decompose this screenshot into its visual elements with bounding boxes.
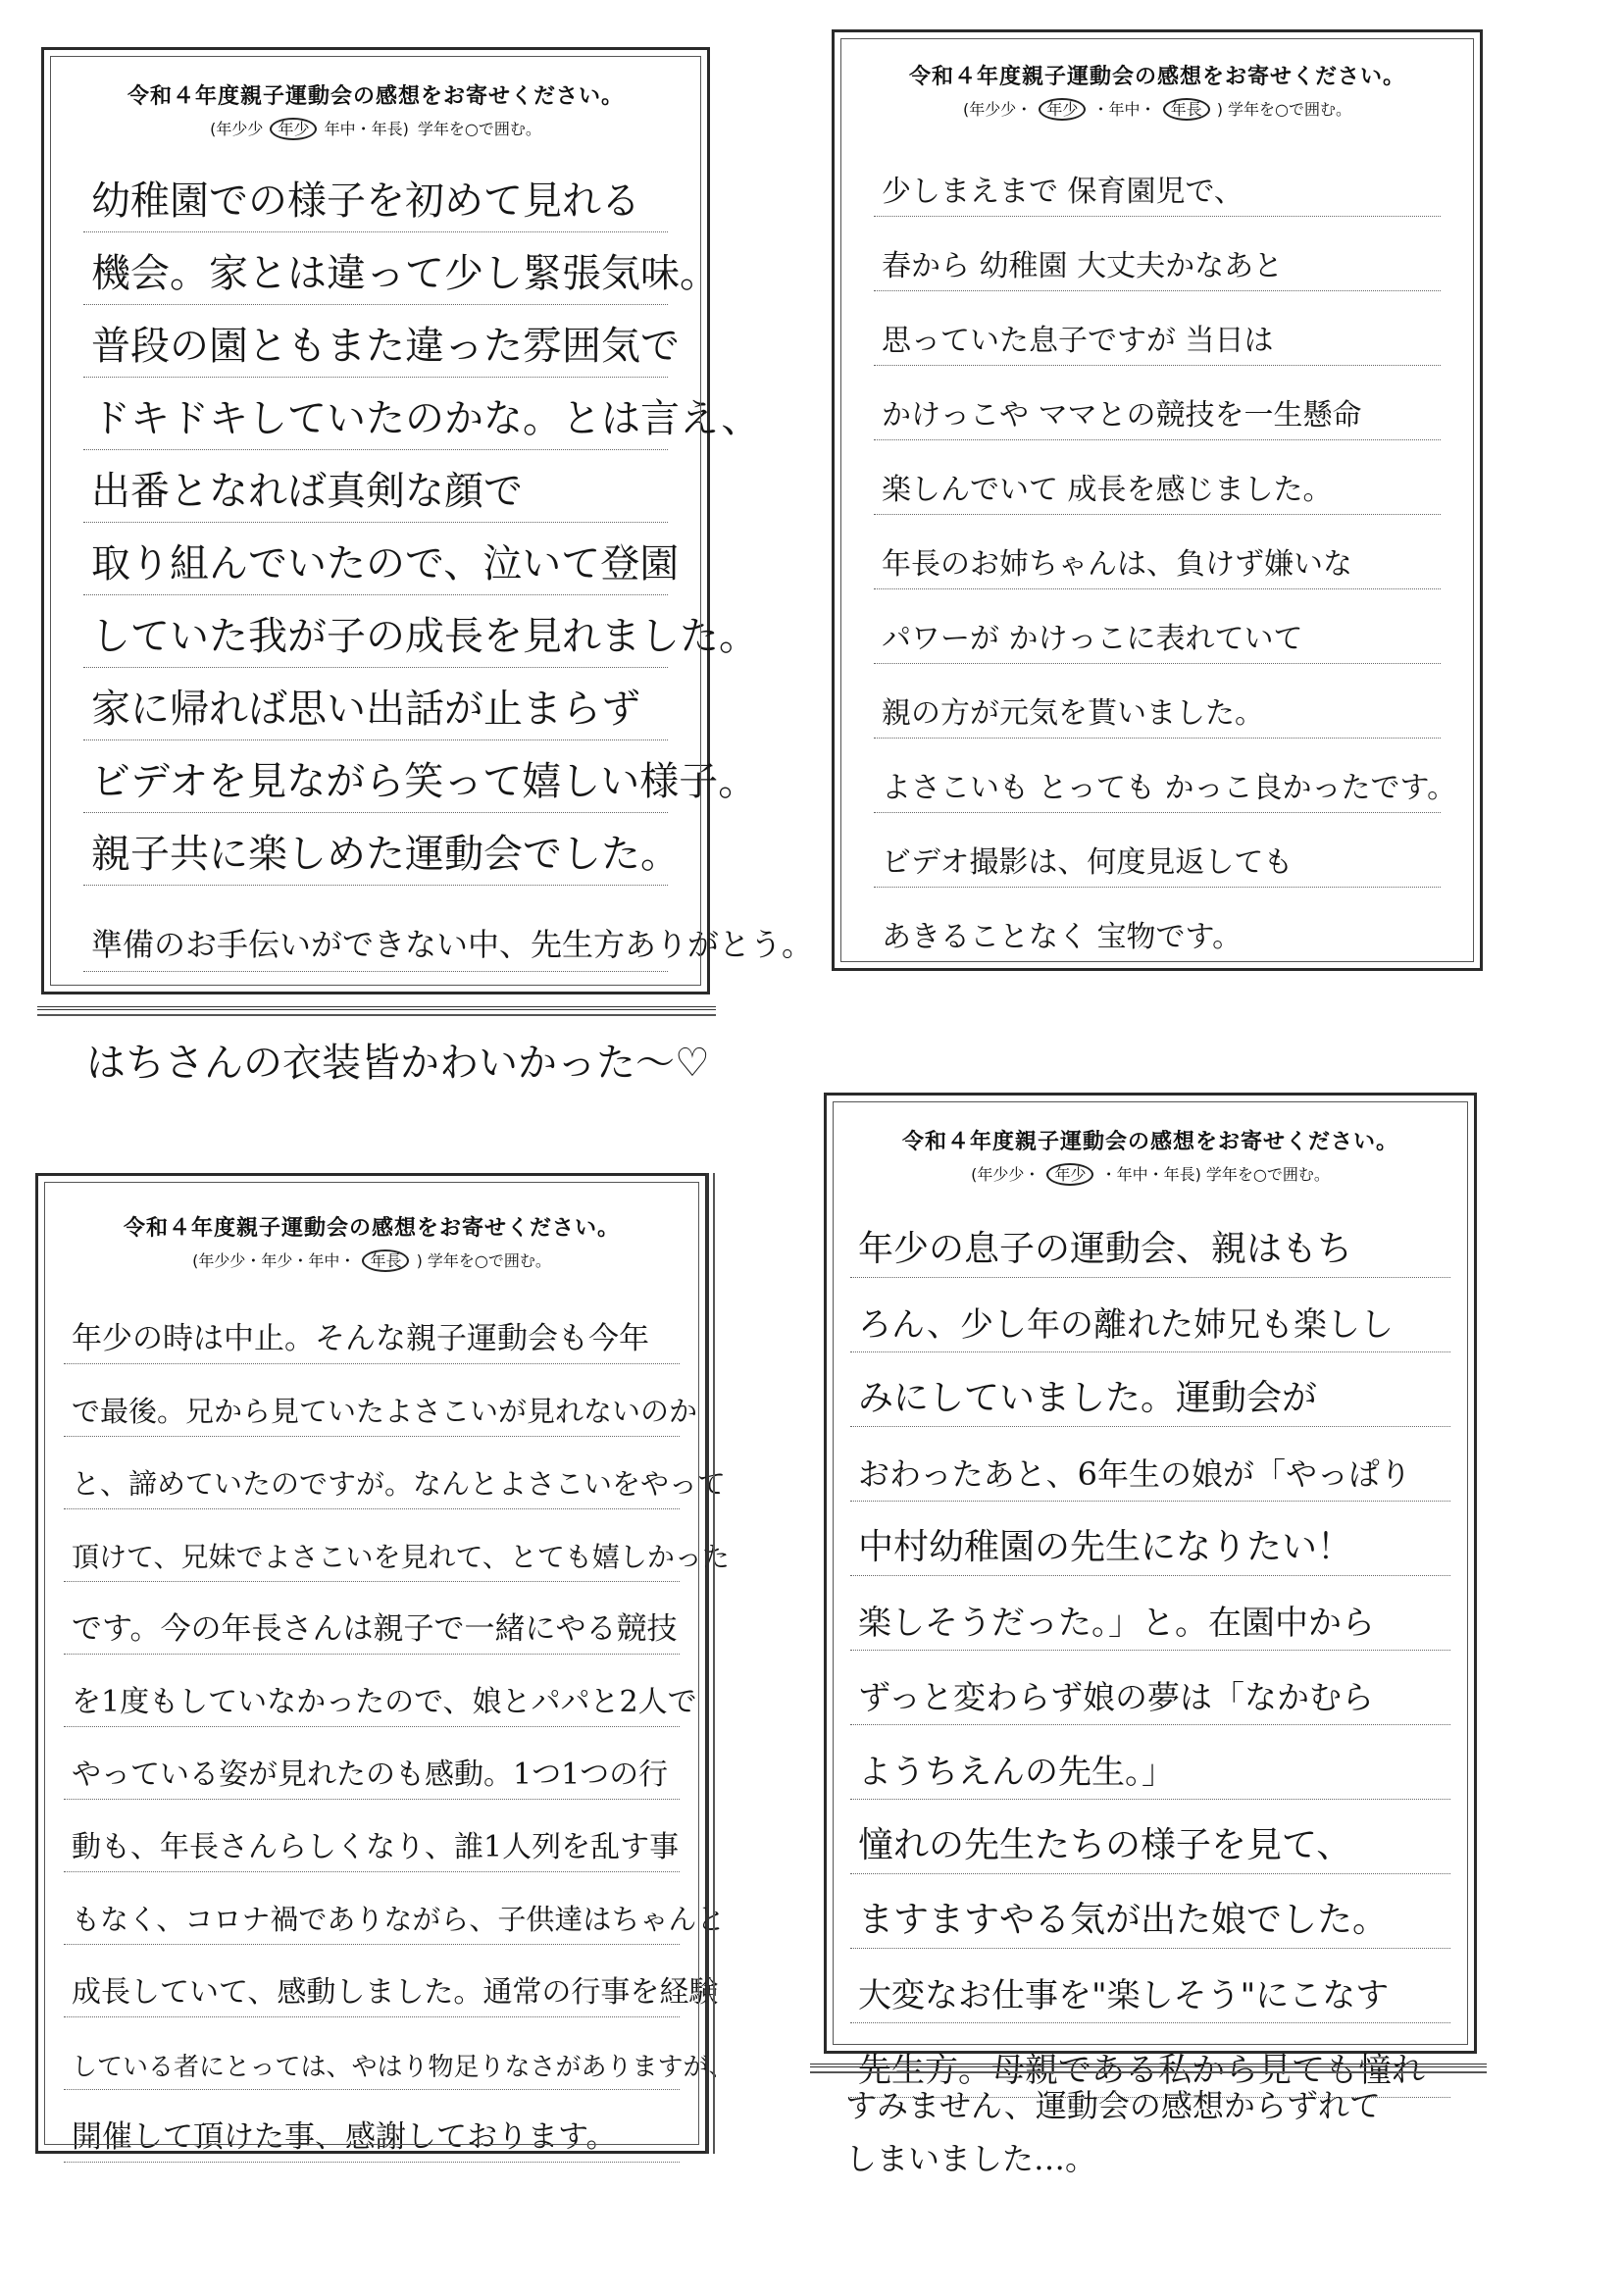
handwritten-line: 年少の息子の運動会、親はもち — [850, 1203, 1450, 1278]
handwritten-line: 準備のお手伝いができない中、先生方ありがとう。 — [83, 886, 668, 972]
handwritten-line: 楽しそうだった。」と。在園中から — [850, 1576, 1450, 1651]
handwritten-line: 取り組んでいたので、泣いて登園 — [83, 523, 668, 595]
grade-instruction: ・年中・年長) 学年を○で囲む。 — [1100, 1165, 1330, 1184]
handwritten-line: 親子共に楽しめた運動会でした。 — [83, 813, 668, 886]
handwritten-line: 年長のお姉ちゃんは、負けず嫌いな — [874, 515, 1441, 589]
handwritten-line: みにしていました。運動会が — [850, 1352, 1450, 1427]
survey-card-3 — [35, 1173, 735, 2155]
handwritten-line: 普段の園ともまた違った雰囲気で — [83, 305, 668, 378]
handwritten-lines — [874, 138, 1457, 962]
card-1-postscript: はちさんの衣装皆かわいかった～♡ — [86, 1041, 710, 1086]
handwritten-line: していた我が子の成長を見れました。 — [83, 595, 668, 668]
handwritten-line: 思っていた息子ですが 当日は — [874, 291, 1441, 366]
handwritten-line: 成長していて、感動しました。通常の行事を経験 — [64, 1945, 680, 2017]
handwritten-line: 出番となれば真剣な顔で — [83, 450, 668, 523]
card-separator — [810, 2064, 1487, 2073]
grade-option-nensho-circled: 年少 — [1046, 1163, 1093, 1186]
handwritten-line: 大変なお仕事を"楽しそう"にこなす — [850, 1949, 1450, 2023]
handwritten-line: 動も、年長さんらしくなり、誰1人列を乱す事 — [64, 1800, 680, 1872]
grade-option-nensho-sho-nensho-nenchu: (年少少・年少・年中・ — [192, 1251, 356, 1270]
grade-option-nenchu-nencho: 年中・年長) — [324, 120, 409, 138]
handwritten-line: 春から 幼稚園 大丈夫かなあと — [874, 217, 1441, 291]
card-title: 令和４年度親子運動会の感想をお寄せください。 — [908, 65, 1405, 89]
handwritten-line: です。今の年長さんは親子で一緒にやる競技 — [64, 1582, 680, 1655]
handwritten-line: やっている姿が見れたのも感動。1つ1つの行 — [64, 1727, 680, 1800]
handwritten-line: かけっこや ママとの競技を一生懸命 — [874, 366, 1441, 440]
grade-instruction: 学年を○で囲む。 — [417, 120, 541, 138]
handwritten-lines — [64, 1292, 735, 2163]
grade-option-nensho-sho: (年少少・ — [971, 1165, 1040, 1184]
handwritten-line: よさこいも とっても かっこ良かったです。 — [874, 739, 1441, 813]
grade-option-nensho-circled: 年少 — [1039, 98, 1086, 121]
grade-option-nencho-circled: 年長 — [362, 1249, 409, 1272]
handwritten-lines — [83, 160, 814, 972]
grade-selector — [827, 1162, 1474, 1185]
card-4-postscript-line-2: しまいました…。 — [845, 2140, 1097, 2177]
card-separator — [37, 1006, 716, 1016]
grade-selector — [38, 1249, 705, 1271]
handwritten-line: 幼稚園での様子を初めて見れる — [83, 160, 668, 232]
grade-instruction: ) 学年を○で囲む。 — [1216, 100, 1351, 119]
handwritten-line: ずっと変わらず娘の夢は「なかむら — [850, 1651, 1450, 1725]
grade-option-nensho-circled: 年少 — [270, 118, 317, 140]
card-4-postscript-line-1: すみません、運動会の感想からずれて — [845, 2087, 1381, 2124]
survey-card-1 — [41, 47, 814, 994]
handwritten-line: ビデオを見ながら笑って嬉しい様子。 — [83, 740, 668, 813]
handwritten-line: ろん、少し年の離れた姉兄も楽しし — [850, 1278, 1450, 1352]
grade-option-nencho-circled: 年長 — [1163, 98, 1210, 121]
handwritten-line: ドキドキしていたのかな。とは言え、 — [83, 378, 668, 450]
handwritten-line: と、諦めていたのですが。なんとよさこいをやって — [64, 1437, 680, 1509]
handwritten-line: パワーが かけっこに表れていて — [874, 589, 1441, 664]
grade-option-nensho-sho: (年少少 — [210, 120, 264, 138]
handwritten-line: 機会。家とは違って少し緊張気味。 — [83, 232, 668, 305]
handwritten-line: 少しまえまで 保育園児で、 — [874, 138, 1441, 217]
handwritten-line: 憧れの先生たちの様子を見て、 — [850, 1800, 1450, 1874]
handwritten-line: ようちえんの先生。」 — [850, 1725, 1450, 1800]
survey-card-4 — [824, 1093, 1477, 2090]
handwritten-line: 親の方が元気を貰いました。 — [874, 664, 1441, 739]
grade-option-nenchu: ・年中・ — [1092, 100, 1156, 119]
handwritten-line: を1度もしていなかったので、娘とパパと2人で — [64, 1655, 680, 1727]
handwritten-line: で最後。兄から見ていたよさこいが見れないのか — [64, 1364, 680, 1437]
grade-selector — [835, 97, 1480, 120]
grade-option-nensho-sho: (年少少・ — [963, 100, 1033, 119]
card-title: 令和４年度親子運動会の感想をお寄せください。 — [123, 1216, 620, 1241]
handwritten-line: 家に帰れば思い出話が止まらず — [83, 668, 668, 740]
handwritten-line: ますますやる気が出た娘でした。 — [850, 1874, 1450, 1949]
handwritten-line: ビデオ撮影は、何度見返しても — [874, 813, 1441, 888]
handwritten-line: あきることなく 宝物です。 — [874, 888, 1441, 962]
card-title: 令和４年度親子運動会の感想をお寄せください。 — [901, 1130, 1398, 1154]
handwritten-line: 年少の時は中止。そんな親子運動会も今年 — [64, 1292, 680, 1364]
handwritten-line: もなく、コロナ禍でありながら、子供達はちゃんと — [64, 1872, 680, 1945]
handwritten-line: 中村幼稚園の先生になりたい！ — [850, 1502, 1450, 1576]
grade-instruction: ) 学年を○で囲む。 — [416, 1251, 551, 1270]
handwritten-line: 開催して頂けた事、感謝しております。 — [64, 2090, 680, 2163]
handwritten-line: 先生方。母親である私から見ても憧れ — [850, 2023, 1450, 2098]
card-title: 令和４年度親子運動会の感想をお寄せください。 — [127, 84, 624, 109]
handwritten-line: おわったあと、6年生の娘が「やっぱり — [850, 1427, 1450, 1502]
handwritten-line: 頂けて、兄妹でよさこいを見れて、とても嬉しかった — [64, 1509, 680, 1582]
handwritten-line: している者にとっては、やはり物足りなさがありますが、 — [64, 2017, 680, 2090]
survey-card-2 — [832, 29, 1483, 971]
handwritten-line: 楽しんでいて 成長を感じました。 — [874, 440, 1441, 515]
grade-selector — [44, 117, 707, 139]
handwritten-lines — [850, 1203, 1450, 2098]
card-side-bar — [706, 1173, 715, 2154]
